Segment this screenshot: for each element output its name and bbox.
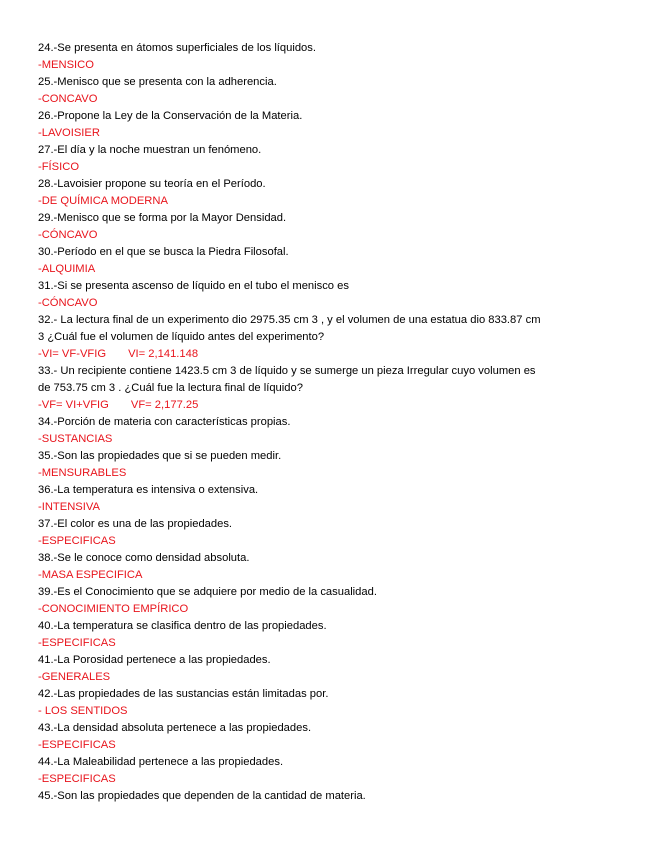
question-28: 28.-Lavoisier propone su teoría en el Período.: [38, 178, 266, 190]
answer-37: -ESPECIFICAS: [38, 535, 116, 547]
question-26: 26.-Propone la Ley de la Conservación de la Materia.: [38, 110, 303, 122]
question-33-line-2: de 753.75 cm 3 . ¿Cuál fue la lectura final de líquido?: [38, 382, 303, 394]
answer-38: -MASA ESPECIFICA: [38, 569, 143, 581]
answer-32: [38, 346, 618, 363]
question-30: 30.-Período en el que se busca la Piedra Filosofal.: [38, 246, 289, 258]
answer-32-result: VI= 2,141.148: [128, 348, 199, 360]
answer-42: - LOS SENTIDOS: [38, 705, 128, 717]
question-34: 34.-Porción de materia con características propias.: [38, 416, 291, 428]
question-33-line-1: 33.- Un recipiente contiene 1423.5 cm 3 de líquido y se sumerge un pieza Irregular cuyo volumen es: [38, 365, 536, 377]
question-32-line-2: 3 ¿Cuál fue el volumen de líquido antes del experimento?: [38, 331, 325, 343]
question-35: 35.-Son las propiedades que si se pueden medir.: [38, 450, 282, 462]
question-44: 44.-La Maleabilidad pertenece a las propiedades.: [38, 756, 284, 768]
question-25: 25.-Menisco que se presenta con la adherencia.: [38, 76, 277, 88]
question-37: 37.-El color es una de las propiedades.: [38, 518, 233, 530]
answer-39: -CONOCIMIENTO EMPÍRICO: [38, 603, 189, 615]
answer-31: -CÓNCAVO: [38, 297, 98, 309]
answer-33: [38, 397, 618, 414]
answer-32-formula: -VI= VF-VFIG: [38, 348, 107, 360]
question-39: 39.-Es el Conocimiento que se adquiere por medio de la casualidad.: [38, 586, 377, 598]
answer-33-formula: -VF= VI+VFIG: [38, 399, 109, 411]
question-45: 45.-Son las propiedades que dependen de la cantidad de materia.: [38, 790, 366, 802]
answer-27: -FÍSICO: [38, 161, 80, 173]
question-38: 38.-Se le conoce como densidad absoluta.: [38, 552, 250, 564]
question-31: 31.-Si se presenta ascenso de líquido en el tubo el menisco es: [38, 280, 349, 292]
answer-29: -CÓNCAVO: [38, 229, 98, 241]
answer-40: -ESPECIFICAS: [38, 637, 116, 649]
question-32-line-1: 32.- La lectura final de un experimento dio 2975.35 cm 3 , y el volumen de una estatua dio 833.87 cm: [38, 314, 541, 326]
document-body: [38, 40, 618, 805]
answer-30: -ALQUIMIA: [38, 263, 96, 275]
question-40: 40.-La temperatura se clasifica dentro de las propiedades.: [38, 620, 327, 632]
question-43: 43.-La densidad absoluta pertenece a las propiedades.: [38, 722, 312, 734]
question-27: 27.-El día y la noche muestran un fenómeno.: [38, 144, 262, 156]
answer-24: -MENSICO: [38, 59, 94, 71]
question-36: 36.-La temperatura es intensiva o extensiva.: [38, 484, 259, 496]
question-41: 41.-La Porosidad pertenece a las propiedades.: [38, 654, 271, 666]
answer-34: -SUSTANCIAS: [38, 433, 113, 445]
question-24: 24.-Se presenta en átomos superficiales de los líquidos.: [38, 42, 316, 54]
question-29: 29.-Menisco que se forma por la Mayor Densidad.: [38, 212, 287, 224]
answer-26: -LAVOISIER: [38, 127, 100, 139]
answer-36: -INTENSIVA: [38, 501, 100, 513]
question-42: 42.-Las propiedades de las sustancias están limitadas por.: [38, 688, 329, 700]
answer-35: -MENSURABLES: [38, 467, 127, 479]
answer-33-result: VF= 2,177.25: [130, 399, 199, 411]
answer-25: -CONCAVO: [38, 93, 98, 105]
answer-28: -DE QUÍMICA MODERNA: [38, 195, 168, 207]
answer-41: -GENERALES: [38, 671, 111, 683]
answer-44: -ESPECIFICAS: [38, 773, 116, 785]
answer-43: -ESPECIFICAS: [38, 739, 116, 751]
